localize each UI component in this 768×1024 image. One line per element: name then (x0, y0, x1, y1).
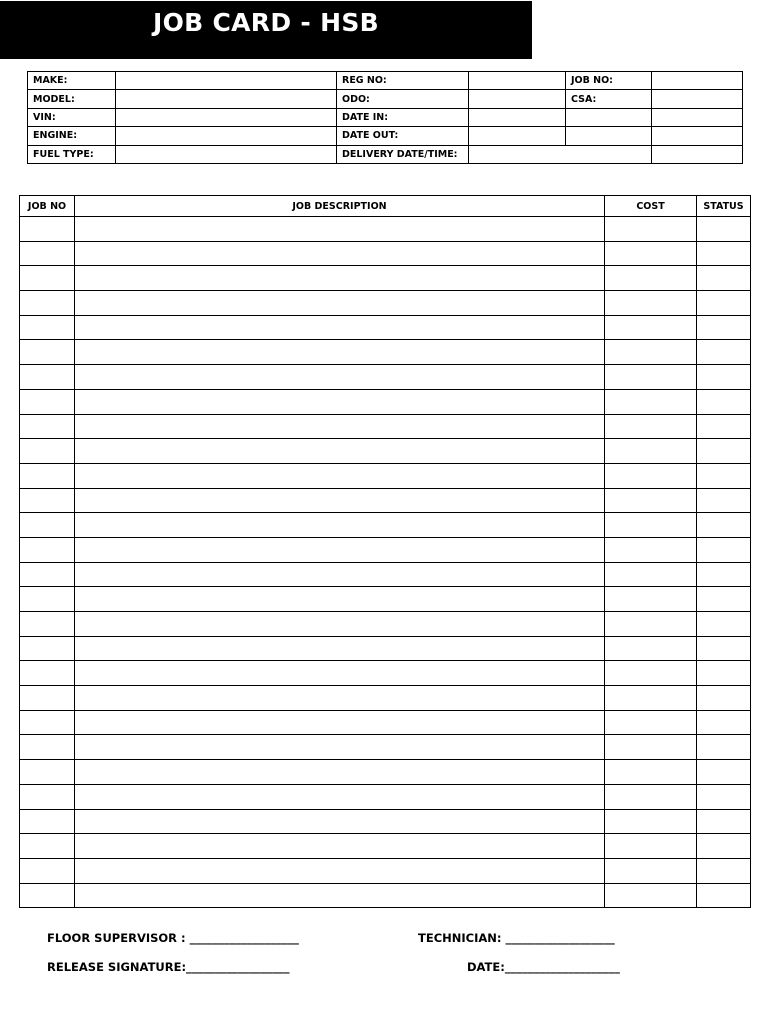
table-row (20, 291, 751, 316)
cost-cell[interactable] (605, 463, 697, 488)
delivery-label: DELIVERY DATE/TIME: (337, 145, 469, 163)
status-cell[interactable] (697, 883, 751, 908)
table-row (20, 488, 751, 513)
engine-label: ENGINE: (28, 127, 116, 145)
table-row (20, 340, 751, 365)
status-cell[interactable] (697, 414, 751, 439)
table-row (20, 636, 751, 661)
model-label: MODEL: (28, 90, 116, 108)
cost-cell[interactable] (605, 809, 697, 834)
cost-cell[interactable] (605, 266, 697, 291)
status-cell[interactable] (697, 686, 751, 711)
job-description-cell[interactable] (75, 537, 605, 562)
odo-label: ODO: (337, 90, 469, 108)
status-cell[interactable] (697, 513, 751, 538)
job-description-cell[interactable] (75, 414, 605, 439)
table-row (20, 612, 751, 637)
table-row (20, 562, 751, 587)
status-cell[interactable] (697, 389, 751, 414)
model-field[interactable] (116, 90, 337, 108)
job-description-cell[interactable] (75, 315, 605, 340)
cost-cell[interactable] (605, 612, 697, 637)
job-no-cell[interactable] (20, 686, 75, 711)
csa-field[interactable] (652, 90, 743, 108)
table-row (20, 241, 751, 266)
table-row (20, 315, 751, 340)
make-field[interactable] (116, 72, 337, 90)
job-description-cell[interactable] (75, 760, 605, 785)
cost-cell[interactable] (605, 883, 697, 908)
table-row (20, 513, 751, 538)
cost-cell[interactable] (605, 562, 697, 587)
job-no-cell[interactable] (20, 488, 75, 513)
cost-cell[interactable] (605, 291, 697, 316)
table-row (20, 735, 751, 760)
vin-label: VIN: (28, 108, 116, 126)
reg-no-field[interactable] (469, 72, 566, 90)
job-description-cell[interactable] (75, 858, 605, 883)
status-cell[interactable] (697, 760, 751, 785)
job-description-cell[interactable] (75, 463, 605, 488)
cost-cell[interactable] (605, 636, 697, 661)
extra-cell[interactable] (566, 127, 652, 145)
table-row (20, 710, 751, 735)
job-description-cell[interactable] (75, 266, 605, 291)
cost-cell[interactable] (605, 315, 697, 340)
status-cell[interactable] (697, 217, 751, 242)
job-no-cell[interactable] (20, 217, 75, 242)
table-row (20, 686, 751, 711)
cost-header: COST (605, 196, 697, 217)
job-no-cell[interactable] (20, 315, 75, 340)
cost-cell[interactable] (605, 241, 697, 266)
job-no-cell[interactable] (20, 513, 75, 538)
job-no-field[interactable] (652, 72, 743, 90)
job-description-header: JOB DESCRIPTION (75, 196, 605, 217)
floor-supervisor-signature[interactable]: FLOOR SUPERVISOR : ___________________ (47, 931, 299, 945)
vehicle-row-fuel (28, 145, 743, 163)
job-no-header: JOB NO (20, 196, 75, 217)
table-row (20, 661, 751, 686)
job-description-cell[interactable] (75, 340, 605, 365)
table-row (20, 365, 751, 390)
cost-cell[interactable] (605, 661, 697, 686)
job-no-cell[interactable] (20, 735, 75, 760)
technician-signature[interactable]: TECHNICIAN: ___________________ (418, 931, 615, 945)
status-cell[interactable] (697, 266, 751, 291)
job-no-cell[interactable] (20, 562, 75, 587)
cost-cell[interactable] (605, 587, 697, 612)
extra-cell[interactable] (652, 108, 743, 126)
cost-cell[interactable] (605, 735, 697, 760)
job-no-cell[interactable] (20, 414, 75, 439)
job-no-cell[interactable] (20, 439, 75, 464)
cost-cell[interactable] (605, 414, 697, 439)
job-description-cell[interactable] (75, 710, 605, 735)
cost-cell[interactable] (605, 488, 697, 513)
cost-cell[interactable] (605, 217, 697, 242)
vehicle-row-make (28, 72, 743, 90)
job-no-cell[interactable] (20, 809, 75, 834)
job-description-cell[interactable] (75, 636, 605, 661)
job-no-cell[interactable] (20, 858, 75, 883)
table-row (20, 784, 751, 809)
job-no-cell[interactable] (20, 883, 75, 908)
job-no-cell[interactable] (20, 636, 75, 661)
job-description-cell[interactable] (75, 834, 605, 859)
date-in-field[interactable] (469, 108, 566, 126)
table-row (20, 414, 751, 439)
job-description-cell[interactable] (75, 809, 605, 834)
job-table-body (20, 217, 751, 908)
reg-no-label: REG NO: (337, 72, 469, 90)
status-cell[interactable] (697, 858, 751, 883)
table-row (20, 883, 751, 908)
job-description-cell[interactable] (75, 562, 605, 587)
job-no-cell[interactable] (20, 291, 75, 316)
job-description-cell[interactable] (75, 488, 605, 513)
cost-cell[interactable] (605, 513, 697, 538)
job-no-cell[interactable] (20, 784, 75, 809)
job-description-cell[interactable] (75, 587, 605, 612)
cost-cell[interactable] (605, 365, 697, 390)
cost-cell[interactable] (605, 760, 697, 785)
status-cell[interactable] (697, 612, 751, 637)
job-description-cell[interactable] (75, 686, 605, 711)
job-description-cell[interactable] (75, 217, 605, 242)
status-cell[interactable] (697, 636, 751, 661)
page-title: JOB CARD - HSB (153, 8, 379, 37)
csa-label: CSA: (566, 90, 652, 108)
table-row (20, 760, 751, 785)
extra-cell[interactable] (652, 145, 743, 163)
job-description-cell[interactable] (75, 784, 605, 809)
job-no-cell[interactable] (20, 340, 75, 365)
status-cell[interactable] (697, 340, 751, 365)
job-no-cell[interactable] (20, 241, 75, 266)
status-cell[interactable] (697, 463, 751, 488)
table-row (20, 809, 751, 834)
engine-field[interactable] (116, 127, 337, 145)
date-out-label: DATE OUT: (337, 127, 469, 145)
job-description-cell[interactable] (75, 661, 605, 686)
table-row (20, 439, 751, 464)
table-row (20, 463, 751, 488)
cost-cell[interactable] (605, 686, 697, 711)
cost-cell[interactable] (605, 834, 697, 859)
status-cell[interactable] (697, 784, 751, 809)
status-cell[interactable] (697, 439, 751, 464)
job-description-cell[interactable] (75, 439, 605, 464)
job-table (19, 195, 751, 908)
status-cell[interactable] (697, 710, 751, 735)
delivery-field[interactable] (469, 145, 652, 163)
cost-cell[interactable] (605, 389, 697, 414)
vehicle-row-model (28, 90, 743, 108)
table-row (20, 537, 751, 562)
job-no-cell[interactable] (20, 389, 75, 414)
date-out-field[interactable] (469, 127, 566, 145)
cost-cell[interactable] (605, 439, 697, 464)
job-table-header (20, 196, 751, 217)
job-no-cell[interactable] (20, 463, 75, 488)
cost-cell[interactable] (605, 858, 697, 883)
job-no-cell[interactable] (20, 266, 75, 291)
cost-cell[interactable] (605, 710, 697, 735)
job-no-label: JOB NO: (566, 72, 652, 90)
odo-field[interactable] (469, 90, 566, 108)
extra-cell[interactable] (566, 108, 652, 126)
status-cell[interactable] (697, 834, 751, 859)
fuel-type-field[interactable] (116, 145, 337, 163)
job-description-cell[interactable] (75, 291, 605, 316)
status-cell[interactable] (697, 735, 751, 760)
table-row (20, 217, 751, 242)
job-no-cell[interactable] (20, 365, 75, 390)
job-description-cell[interactable] (75, 389, 605, 414)
job-no-cell[interactable] (20, 834, 75, 859)
job-no-cell[interactable] (20, 760, 75, 785)
table-row (20, 834, 751, 859)
status-cell[interactable] (697, 537, 751, 562)
fuel-type-label: FUEL TYPE: (28, 145, 116, 163)
make-label: MAKE: (28, 72, 116, 90)
table-row (20, 389, 751, 414)
job-description-cell[interactable] (75, 883, 605, 908)
status-header: STATUS (697, 196, 751, 217)
status-cell[interactable] (697, 809, 751, 834)
job-description-cell[interactable] (75, 513, 605, 538)
vehicle-info-table (27, 71, 743, 164)
job-no-cell[interactable] (20, 661, 75, 686)
job-description-cell[interactable] (75, 612, 605, 637)
vehicle-row-engine (28, 127, 743, 145)
status-cell[interactable] (697, 365, 751, 390)
cost-cell[interactable] (605, 537, 697, 562)
job-no-cell[interactable] (20, 587, 75, 612)
status-cell[interactable] (697, 661, 751, 686)
job-description-cell[interactable] (75, 735, 605, 760)
status-cell[interactable] (697, 291, 751, 316)
date-signature[interactable]: DATE:____________________ (467, 960, 620, 974)
status-cell[interactable] (697, 241, 751, 266)
date-in-label: DATE IN: (337, 108, 469, 126)
job-description-cell[interactable] (75, 241, 605, 266)
cost-cell[interactable] (605, 340, 697, 365)
vehicle-row-vin (28, 108, 743, 126)
status-cell[interactable] (697, 315, 751, 340)
job-no-cell[interactable] (20, 612, 75, 637)
status-cell[interactable] (697, 562, 751, 587)
status-cell[interactable] (697, 587, 751, 612)
job-no-cell[interactable] (20, 710, 75, 735)
status-cell[interactable] (697, 488, 751, 513)
release-signature[interactable]: RELEASE SIGNATURE:__________________ (47, 960, 290, 974)
vin-field[interactable] (116, 108, 337, 126)
cost-cell[interactable] (605, 784, 697, 809)
table-row (20, 587, 751, 612)
table-row (20, 858, 751, 883)
job-description-cell[interactable] (75, 365, 605, 390)
extra-cell[interactable] (652, 127, 743, 145)
job-no-cell[interactable] (20, 537, 75, 562)
table-row (20, 266, 751, 291)
